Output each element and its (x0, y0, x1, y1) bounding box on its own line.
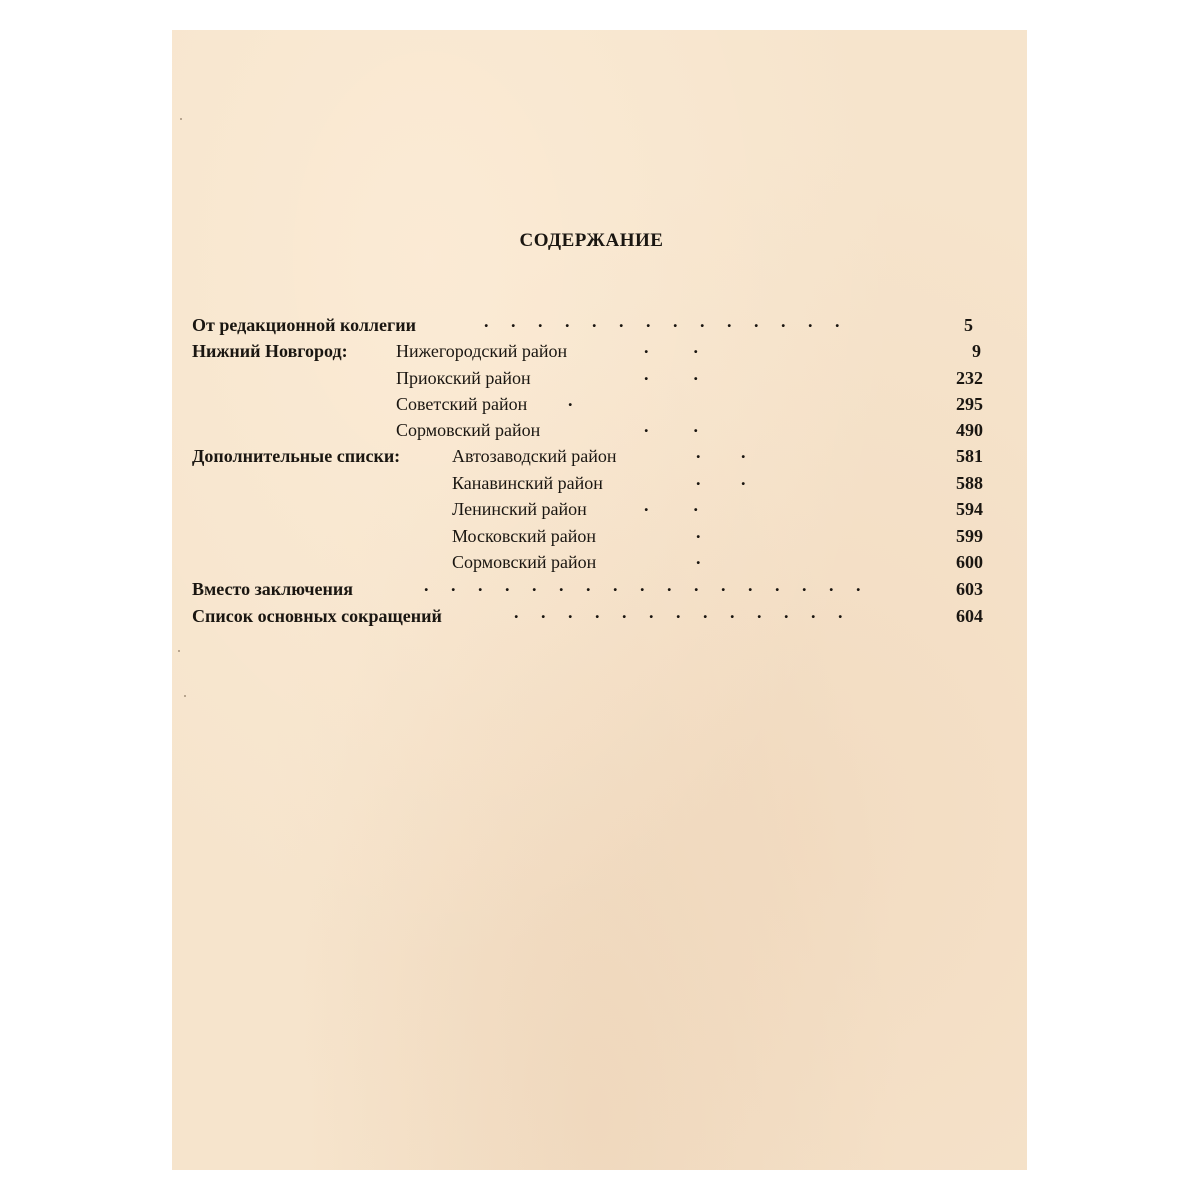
toc-page-number: 5 (964, 315, 973, 335)
toc-entry-title: Сормовский район (452, 552, 597, 572)
toc-row (192, 443, 1012, 469)
toc-page-number: 600 (956, 552, 983, 572)
toc-page-number: 604 (956, 606, 983, 626)
paper-page (172, 30, 1027, 1170)
toc-entry-title: Нижегородский район (396, 341, 568, 361)
toc-page-number: 599 (956, 526, 983, 546)
toc-leader-dots: . . (644, 416, 698, 436)
toc-entry-title: Сормовский район (396, 420, 541, 440)
toc-page-number: 581 (956, 446, 983, 466)
toc-page-number: 295 (956, 394, 983, 414)
toc-entry-title: Вместо заключения (192, 579, 353, 599)
toc-leader-dots: . . (644, 337, 698, 357)
page-title: СОДЕРЖАНИЕ (519, 230, 664, 251)
toc-leader-dots: . (696, 548, 701, 568)
toc-row (192, 470, 1012, 496)
toc-leader-dots: . (568, 390, 573, 410)
toc-entry-title: Список основных сокращений (192, 606, 442, 626)
toc-page-number: 603 (956, 579, 983, 599)
paper-speck (178, 650, 180, 652)
toc-row (192, 338, 1012, 364)
paper-speck (180, 118, 182, 120)
toc-row (192, 417, 1012, 443)
toc-page-number: 588 (956, 473, 983, 493)
toc-page-number: 232 (956, 368, 983, 388)
toc-page-number: 490 (956, 420, 983, 440)
toc-leader-dots: . . (696, 469, 746, 489)
toc-entry-title: Советский район (396, 394, 528, 414)
toc-entry-title: От редакционной коллегии (192, 315, 416, 335)
toc-row (192, 523, 1012, 549)
toc-entry-title: Автозаводский район (452, 446, 617, 466)
toc-leader-dots: . . . . . . . . . . . . . (514, 602, 843, 622)
toc-entry-title: Московский район (452, 526, 596, 546)
toc-row (192, 365, 1012, 391)
paper-speck (184, 695, 186, 697)
toc-leader-dots: . . (696, 442, 746, 462)
toc-row (192, 603, 1012, 629)
toc-leader-dots: . . (644, 364, 698, 384)
toc-leader-dots: . . . . . . . . . . . . . . . . . (424, 575, 861, 595)
toc-row (192, 496, 1012, 522)
toc-leader-dots: . . . . . . . . . . . . . . (484, 311, 840, 331)
toc-entry-title: Канавинский район (452, 473, 603, 493)
toc-leader-dots: . (696, 522, 701, 542)
toc-entry-title: Ленинский район (452, 499, 587, 519)
toc-leader-dots: . . (644, 495, 698, 515)
toc-entry-title: Приокский район (396, 368, 531, 388)
toc-section-heading: Нижний Новгород: (192, 341, 348, 361)
toc-section-heading: Дополнительные списки: (192, 446, 401, 466)
toc-row (192, 391, 1012, 417)
toc-page-number: 9 (972, 341, 981, 361)
toc-page-number: 594 (956, 499, 983, 519)
toc-row (192, 312, 1012, 338)
